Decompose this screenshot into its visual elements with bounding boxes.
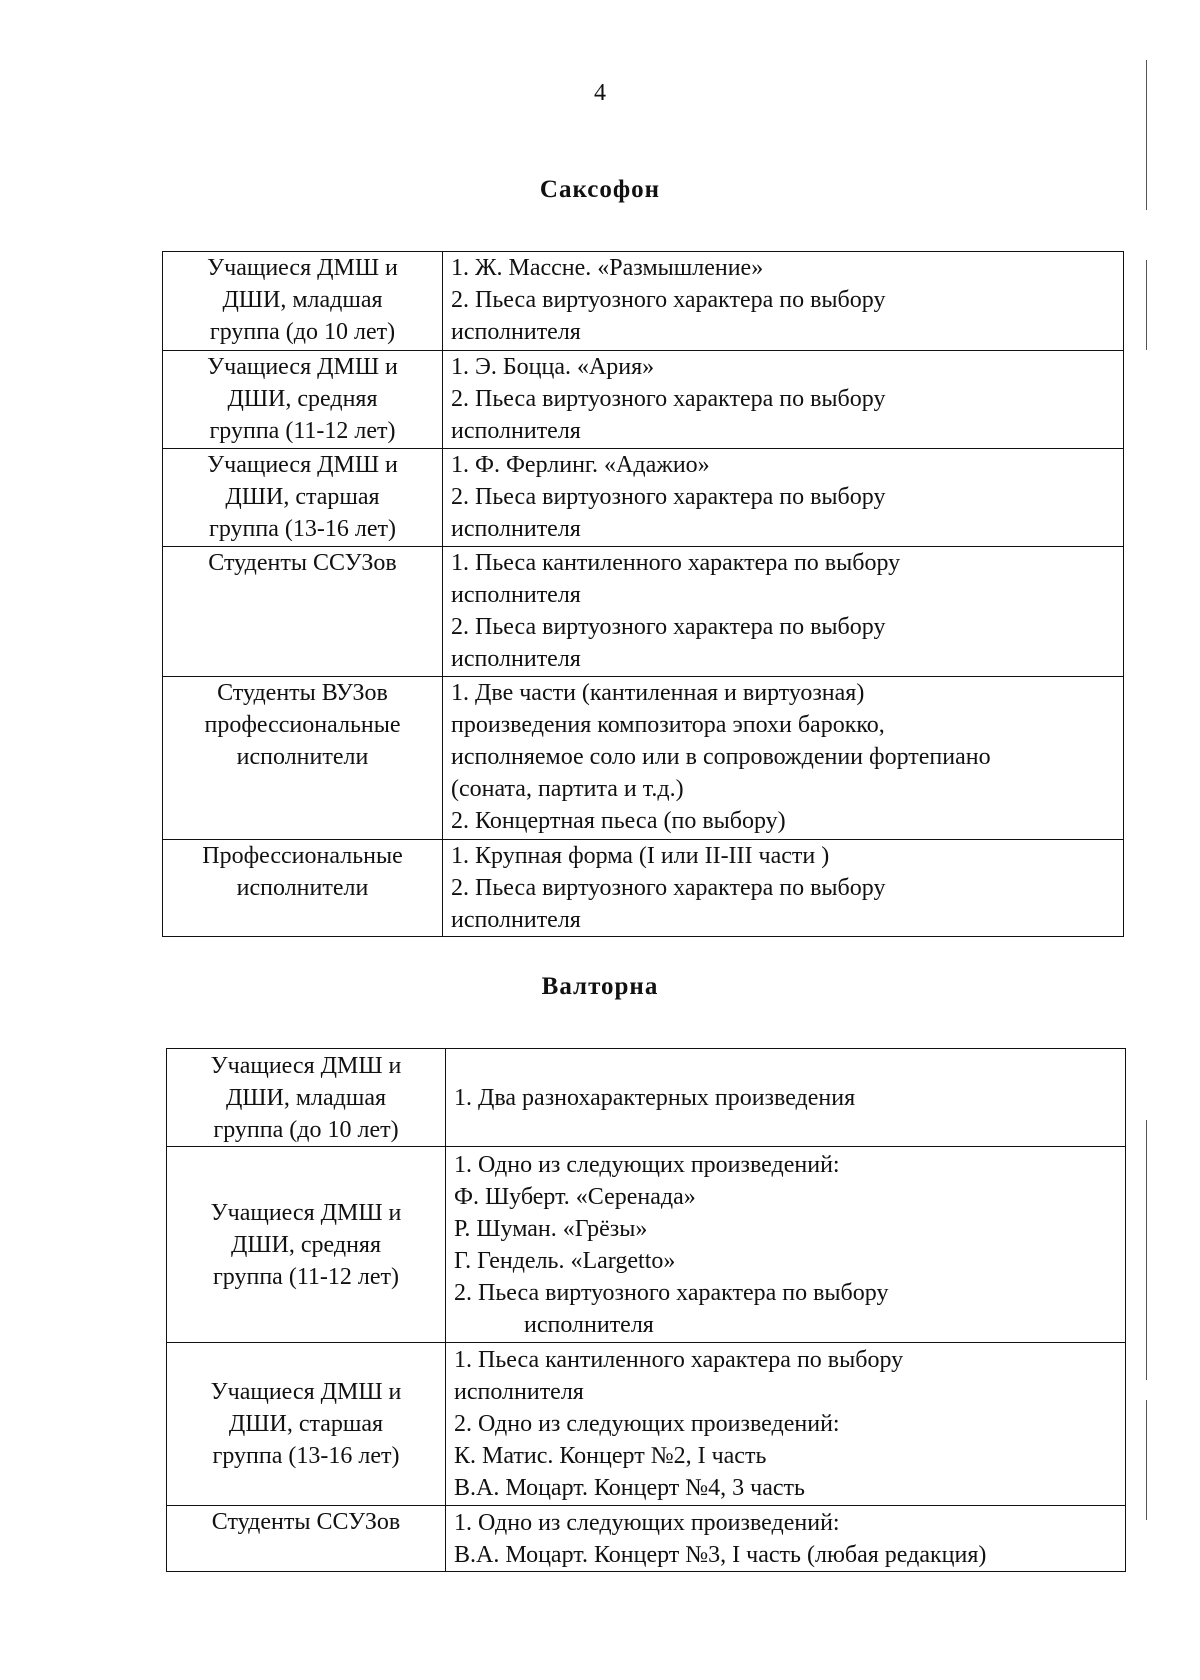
repertoire-line: Ф. Шуберт. «Серенада»: [454, 1183, 696, 1210]
category-line: группа (11-12 лет): [209, 418, 396, 444]
table-row: [163, 252, 1124, 351]
repertoire-cell: [443, 449, 1124, 547]
category-cell: [167, 1147, 446, 1343]
table-row: [163, 449, 1124, 547]
category-cell: [167, 1506, 446, 1572]
table-row: [163, 840, 1124, 937]
repertoire-line: 2. Одно из следующих произведений:: [454, 1411, 840, 1437]
repertoire-line: 2. Пьеса виртуозного характера по выбору: [451, 386, 886, 412]
repertoire-line: исполнителя: [451, 582, 581, 608]
category-line: ДШИ, средняя: [227, 386, 378, 412]
category-line: Учащиеся ДМШ и: [210, 1052, 402, 1079]
category-line: исполнители: [236, 875, 369, 901]
category-line: Учащиеся ДМШ и: [207, 354, 398, 380]
section-title-french-horn: Валторна: [541, 973, 659, 1000]
repertoire-line: Р. Шуман. «Грёзы»: [454, 1215, 648, 1242]
repertoire-line: 1. Пьеса кантиленного характера по выбору: [451, 550, 901, 576]
repertoire-line: 1. Два разнохарактерных произведения: [454, 1084, 856, 1111]
category-cell: [167, 1343, 446, 1506]
repertoire-line: 1. Э. Боцца. «Ария»: [451, 354, 655, 380]
repertoire-line: 2. Пьеса виртуозного характера по выбору: [451, 875, 886, 901]
repertoire-line: 1. Две части (кантиленная и виртуозная): [451, 680, 865, 706]
scan-edge-mark: [1146, 260, 1147, 350]
scan-edge-mark: [1146, 1120, 1147, 1380]
category-line: ДШИ, младшая: [222, 287, 383, 313]
category-cell: [163, 547, 443, 677]
repertoire-line: К. Матис. Концерт №2, I часть: [454, 1443, 767, 1469]
table-row: [167, 1343, 1126, 1506]
repertoire-line: 2. Пьеса виртуозного характера по выбору: [451, 484, 886, 510]
repertoire-cell: [446, 1506, 1126, 1572]
section-title-saxophone: Саксофон: [539, 176, 661, 203]
table-row: [167, 1147, 1126, 1343]
repertoire-cell: [443, 252, 1124, 351]
repertoire-cell: [446, 1147, 1126, 1343]
category-line: ДШИ, младшая: [225, 1084, 387, 1111]
category-line: группа (до 10 лет): [209, 319, 396, 345]
category-line: исполнители: [236, 744, 369, 770]
repertoire-cell: [443, 840, 1124, 937]
repertoire-line: произведения композитора эпохи барокко,: [451, 712, 885, 738]
repertoire-line: В.А. Моцарт. Концерт №3, I часть (любая редакция): [454, 1541, 987, 1568]
repertoire-line: исполнителя: [454, 1379, 584, 1405]
repertoire-line: исполнителя: [524, 1311, 654, 1338]
repertoire-cell: [443, 351, 1124, 449]
category-line: профессиональные: [204, 712, 401, 738]
category-cell: [163, 449, 443, 547]
repertoire-line: 1. Пьеса кантиленного характера по выбору: [454, 1347, 904, 1373]
category-line: ДШИ, средняя: [230, 1231, 382, 1258]
repertoire-line: исполняемое соло или в сопровождении фортепиано: [451, 744, 991, 770]
category-line: Учащиеся ДМШ и: [210, 1379, 402, 1405]
category-line: группа (11-12 лет): [212, 1263, 400, 1290]
repertoire-line: (соната, партита и т.д.): [451, 776, 684, 802]
repertoire-line: 2. Пьеса виртуозного характера по выбору: [454, 1279, 889, 1306]
repertoire-cell: [446, 1343, 1126, 1506]
category-cell: [163, 351, 443, 449]
repertoire-line: 1. Крупная форма (I или II-III части ): [451, 843, 830, 869]
french-horn-repertoire-table: [166, 1048, 1126, 1572]
repertoire-cell: [443, 547, 1124, 677]
category-line: группа (13-16 лет): [209, 516, 396, 542]
repertoire-line: 1. Одно из следующих произведений:: [454, 1151, 840, 1178]
repertoire-line: исполнителя: [451, 646, 581, 672]
scan-edge-mark: [1146, 1400, 1147, 1520]
category-cell: [163, 252, 443, 351]
category-line: Студенты ССУЗов: [208, 550, 397, 576]
scan-edge-mark: [1146, 60, 1147, 210]
repertoire-line: исполнителя: [451, 418, 581, 444]
repertoire-line: 1. Одно из следующих произведений:: [454, 1509, 840, 1536]
category-line: Студенты ВУЗов: [217, 680, 388, 706]
category-line: Студенты ССУЗов: [211, 1509, 401, 1535]
table-row: [167, 1506, 1126, 1572]
table-row: [167, 1049, 1126, 1147]
page-number: 4: [594, 80, 606, 106]
category-line: группа (13-16 лет): [212, 1443, 400, 1469]
table-row: [163, 351, 1124, 449]
repertoire-line: 2. Пьеса виртуозного характера по выбору: [451, 614, 886, 640]
repertoire-line: исполнителя: [451, 907, 581, 933]
category-line: ДШИ, старшая: [228, 1411, 384, 1437]
repertoire-line: Г. Гендель. «Largetto»: [454, 1247, 676, 1274]
repertoire-line: 1. Ж. Массне. «Размышление»: [451, 255, 764, 281]
category-line: Учащиеся ДМШ и: [207, 255, 398, 281]
table-row: [163, 677, 1124, 840]
repertoire-cell: [446, 1049, 1126, 1147]
repertoire-line: 1. Ф. Ферлинг. «Адажио»: [451, 452, 710, 478]
category-line: Учащиеся ДМШ и: [207, 452, 398, 478]
repertoire-line: исполнителя: [451, 319, 581, 345]
saxophone-repertoire-table: [162, 251, 1124, 937]
repertoire-line: В.А. Моцарт. Концерт №4, 3 часть: [454, 1475, 805, 1501]
category-cell: [163, 840, 443, 937]
category-cell: [163, 677, 443, 840]
repertoire-cell: [443, 677, 1124, 840]
category-line: ДШИ, старшая: [225, 484, 380, 510]
repertoire-line: 2. Концертная пьеса (по выбору): [451, 808, 786, 834]
table-row: [163, 547, 1124, 677]
category-line: Учащиеся ДМШ и: [210, 1199, 402, 1226]
repertoire-line: исполнителя: [451, 516, 581, 542]
repertoire-line: 2. Пьеса виртуозного характера по выбору: [451, 287, 886, 313]
category-cell: [167, 1049, 446, 1147]
category-line: группа (до 10 лет): [213, 1116, 399, 1143]
category-line: Профессиональные: [202, 843, 403, 869]
